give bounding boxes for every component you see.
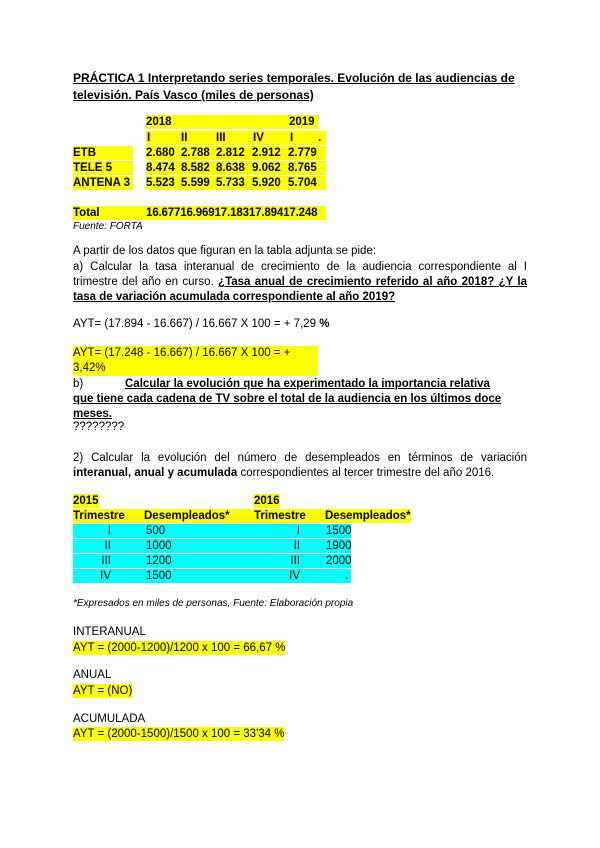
quarter-header: III (216, 132, 226, 144)
value-cell: 2000 (326, 555, 352, 567)
trim-cell: IV (100, 570, 111, 582)
table-cell: 2.812 (216, 147, 245, 159)
col-trimestre: Trimestre (254, 510, 306, 522)
table-row (73, 539, 351, 553)
acumulada-label: ACUMULADA (73, 713, 146, 725)
table2-footnote: *Expresados en miles de personas, Fuente: Elaboración propia (73, 598, 354, 609)
table-total-row (73, 206, 326, 220)
value-cell: 1200 (146, 555, 172, 567)
page-title: PRÁCTICA 1 Interpretando series temporales. Evolución de las audiencias de televisión. País Vasco (miles de personas) (73, 71, 515, 102)
question-2 (73, 451, 527, 481)
table-cell: 8.474 (146, 162, 175, 174)
total-label: Total (73, 207, 100, 219)
acumulada-formula: AYT = (2000-1500)/1500 x 100 = 33'34 % (73, 728, 285, 740)
trim-cell: I (107, 525, 111, 537)
table-cell: 5.599 (181, 177, 210, 189)
anual-formula: AYT = (NO) (73, 685, 133, 697)
table-cell: 8.765 (288, 162, 317, 174)
quarter-header: IV (253, 132, 264, 144)
trim-cell: IV (289, 570, 300, 582)
question-a-text: a) Calcular la tasa interanual de crecimiento de la audiencia correspondiente al I trimestre del año en curso. (73, 261, 527, 288)
value-cell: 1900 (326, 540, 352, 552)
table-cell: 9.062 (252, 162, 281, 174)
table1-year-row (146, 115, 319, 129)
table2-header-row (73, 509, 411, 523)
table-cell: 5.704 (288, 177, 317, 189)
unknown-answer: ???????? (73, 421, 125, 433)
table-cell: 2.779 (288, 147, 317, 159)
table-cell: 5.920 (252, 177, 281, 189)
table1-year-2019: 2019 (289, 116, 315, 128)
table-cell: 5.523 (146, 177, 175, 189)
question-b-text: Calcular la evolución que ha experimentado la importancia relativa que tiene cada cadena de TV sobre el total de la audiencia en los últimos doce meses. (73, 378, 502, 420)
col-trimestre: Trimestre (73, 510, 125, 522)
table-cell: 2.680 (146, 147, 175, 159)
col-desempleados: Desempleados* (325, 510, 411, 522)
value-cell: 1500 (146, 570, 172, 582)
row-label: TELE 5 (73, 162, 112, 174)
trim-cell: I (296, 525, 300, 537)
trim-cell: II (104, 540, 111, 552)
table-row-values (146, 146, 326, 160)
table-cell: 8.638 (216, 162, 245, 174)
intro-text: A partir de los datos que figuran en la tabla adjunta se pide: (73, 245, 377, 257)
table-row (73, 554, 351, 568)
question-a-bold: ¿Tasa anual de crecimiento referido al año 2018? ¿Y la tasa de variación acumulada correspondiente al año 2019? (73, 276, 527, 303)
table1-year-2018: 2018 (146, 116, 172, 128)
table-row (73, 161, 133, 175)
trim-cell: III (290, 555, 300, 567)
table1-quarter-row (146, 131, 326, 145)
trim-cell: III (101, 555, 111, 567)
question-2-text-end: correspondientes al tercer trimestre del año 2016. (237, 467, 495, 479)
table-row (73, 524, 351, 538)
quarter-header: . (318, 132, 322, 144)
value-cell: 1500 (326, 525, 352, 537)
question-2-text: 2) Calcular la evolución del número de desempleados en términos de variación (73, 452, 527, 464)
year-2015: 2015 (73, 495, 99, 507)
interanual-formula: AYT = (2000-1200)/1200 x 100 = 66,67 % (73, 642, 286, 654)
ayt-formula-1 (73, 317, 527, 332)
col-desempleados: Desempleados* (144, 510, 230, 522)
trim-cell: II (293, 540, 300, 552)
table-cell: 2.788 (181, 147, 210, 159)
table-cell: 8.582 (181, 162, 210, 174)
year-2016: 2016 (254, 495, 280, 507)
question-b-label: b) (73, 378, 84, 390)
table-cell: 2.912 (252, 147, 281, 159)
value-cell: 1000 (146, 540, 172, 552)
ayt-1-text: AYT= (17.894 - 16.667) / 16.667 X 100 = + 7,29 (73, 318, 320, 330)
table-source: Fuente: FORTA (73, 221, 143, 232)
value-cell: . (345, 570, 349, 582)
quarter-header: I (147, 132, 151, 144)
table-row (73, 146, 133, 160)
value-cell: 500 (146, 525, 166, 537)
total-values: 16.67716.96917.18317.89417.248 (146, 207, 318, 219)
ayt-formula-2: AYT= (17.248 - 16.667) / 16.667 X 100 = + 3,42% (73, 346, 318, 376)
table-cell: 5.733 (216, 177, 245, 189)
table-row (73, 176, 133, 190)
row-label: ETB (73, 147, 96, 159)
table-row (73, 569, 351, 583)
anual-label: ANUAL (73, 669, 112, 681)
ayt-1-pct: % (319, 318, 330, 330)
table-row-values (146, 161, 326, 175)
table-row-values (146, 176, 326, 190)
question-2-bold: interanual, anual y acumulada (73, 467, 238, 479)
interanual-label: INTERANUAL (73, 626, 146, 638)
quarter-header: I (290, 132, 294, 144)
quarter-header: II (181, 132, 188, 144)
question-a (73, 260, 527, 305)
row-label: ANTENA 3 (73, 177, 131, 189)
